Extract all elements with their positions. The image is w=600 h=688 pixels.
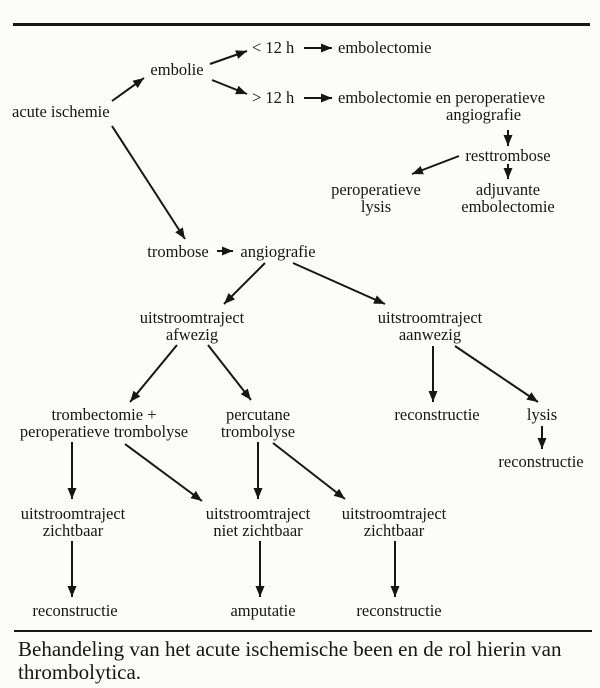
node-uitstroom-niet-zichtbaar [206, 505, 310, 539]
node-uitstroom-aanwezig [378, 309, 482, 343]
figure-caption [18, 638, 596, 684]
node-adjuvante-embolectomie-line2: embolectomie [461, 197, 555, 216]
arrow-embolie-to-under12h [210, 51, 247, 64]
arrow-trombectomie-to-niet-zichtbaar [125, 444, 202, 501]
arrow-percutane-to-zichtbaar-rechts [273, 443, 345, 499]
node-reconstructie-rechts: reconstructie [356, 601, 442, 620]
node-trombectomie-line2: peroperatieve trombolyse [19, 422, 189, 441]
node-trombose: trombose [147, 242, 209, 261]
node-uitstroom-niet-zichtbaar-line2: niet zichtbaar [213, 521, 303, 540]
node-uitstroom-afwezig-line1: uitstroomtraject [139, 308, 245, 327]
node-embolectomie-early: embolectomie [338, 38, 432, 57]
node-embolectomie-late-line2: angiografie [446, 105, 522, 124]
node-acute-ischemie: acute ischemie [12, 102, 110, 121]
node-percutane-trombolyse [221, 406, 295, 440]
node-trombectomie [20, 406, 188, 440]
node-uitstroom-zichtbaar-rechts [342, 505, 446, 539]
node-uitstroom-niet-zichtbaar-line1: uitstroomtraject [205, 504, 311, 523]
node-trombectomie-line1: trombectomie + [51, 405, 157, 424]
node-under-12h: < 12 h [252, 38, 295, 57]
node-angiografie: angiografie [240, 242, 316, 261]
node-reconstructie-direct: reconstructie [394, 405, 480, 424]
node-adjuvante-embolectomie [461, 181, 554, 215]
node-embolie: embolie [150, 60, 204, 79]
node-uitstroom-zichtbaar-links-line2: zichtbaar [42, 521, 104, 540]
arrow-embolie-to-over12h [212, 80, 247, 94]
node-peroperatieve-lysis [331, 181, 421, 215]
node-embolectomie-late-line1: embolectomie en peroperatieve [338, 88, 546, 107]
node-uitstroom-afwezig-line2: afwezig [165, 325, 219, 344]
node-peroperatieve-lysis-line2: lysis [360, 197, 392, 216]
node-over-12h: > 12 h [252, 88, 295, 107]
node-lysis: lysis [526, 405, 558, 424]
node-percutane-trombolyse-line1: percutane [225, 405, 291, 424]
arrow-afwezig-to-trombectomie [130, 345, 177, 402]
node-adjuvante-embolectomie-line1: adjuvante [475, 180, 541, 199]
node-percutane-trombolyse-line2: trombolyse [220, 422, 296, 441]
node-reconstructie-links: reconstructie [32, 601, 118, 620]
arrow-afwezig-to-percutane [208, 345, 251, 400]
arrow-acute-to-trombose [112, 126, 185, 239]
arrow-angiografie-to-afwezig [224, 263, 265, 304]
node-uitstroom-afwezig [140, 309, 244, 343]
arrow-angiografie-to-aanwezig [293, 263, 385, 304]
node-uitstroom-zichtbaar-rechts-line2: zichtbaar [363, 521, 425, 540]
node-reconstructie-na-lysis: reconstructie [498, 452, 584, 471]
bottom-rule [14, 630, 592, 632]
arrow-aanwezig-to-lysis [455, 346, 538, 402]
figure-caption-line2: thrombolytica. [18, 660, 142, 684]
node-amputatie: amputatie [230, 601, 296, 620]
figure-caption-line1: Behandeling van het acute ischemische been en de rol hierin van [18, 637, 562, 661]
node-uitstroom-aanwezig-line2: aanwezig [398, 325, 462, 344]
node-uitstroom-zichtbaar-links-line1: uitstroomtraject [20, 504, 126, 523]
arrow-acute-to-embolie [112, 78, 144, 101]
node-uitstroom-zichtbaar-rechts-line1: uitstroomtraject [341, 504, 447, 523]
arrow-resttrombose-to-peroperatieve-lysis [412, 156, 459, 174]
node-embolectomie-late [338, 89, 545, 123]
node-resttrombose: resttrombose [465, 146, 551, 165]
node-peroperatieve-lysis-line1: peroperatieve [331, 180, 421, 199]
node-uitstroom-zichtbaar-links [21, 505, 125, 539]
node-uitstroom-aanwezig-line1: uitstroomtraject [377, 308, 483, 327]
